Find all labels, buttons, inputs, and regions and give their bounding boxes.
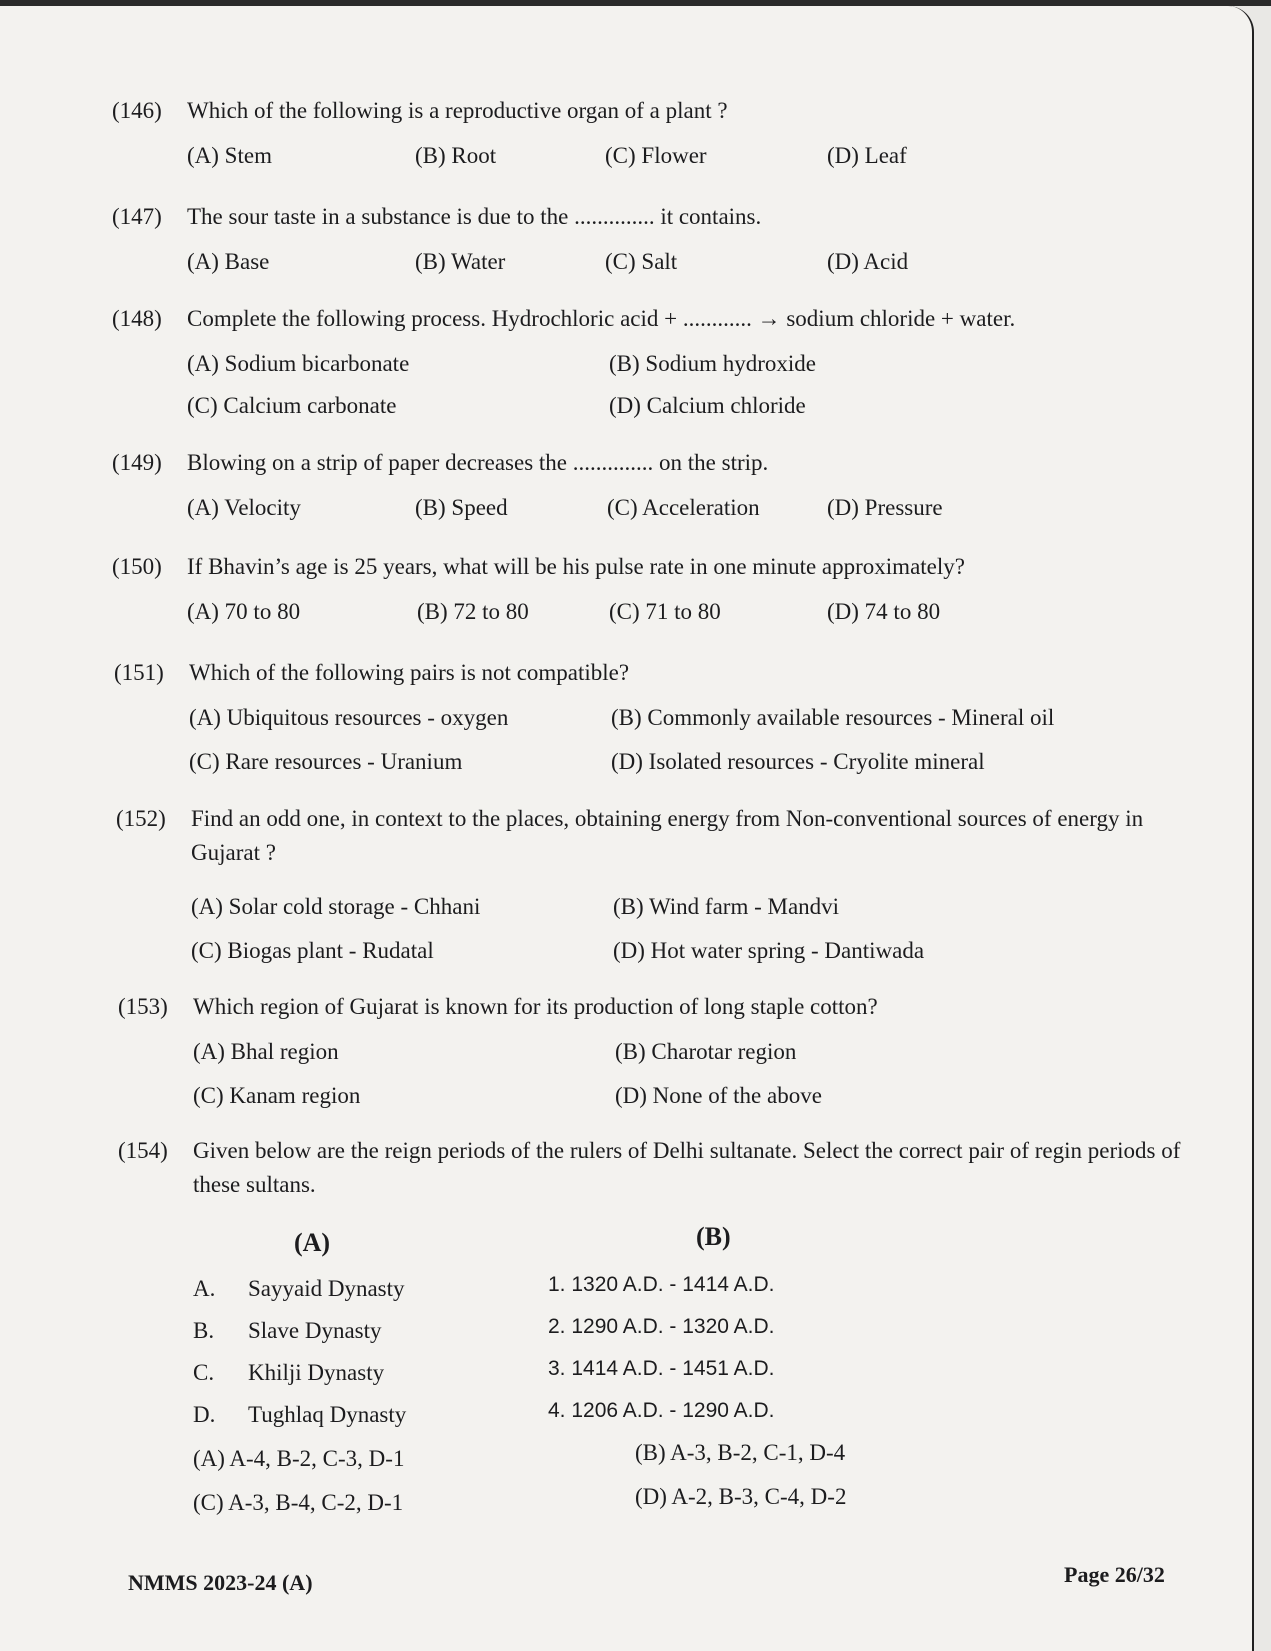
option-c: (C) Flower [605,143,707,168]
option-c: (C) 71 to 80 [609,599,721,624]
match-period: 4. 1206 A.D. - 1290 A.D. [548,1399,775,1422]
match-dynasty: Tughlaq Dynasty [248,1402,407,1427]
match-dynasty: Sayyaid Dynasty [248,1276,405,1301]
question-number: (146) [112,98,162,123]
question-text: Which of the following is a reproductive organ of a plant ? [187,98,728,123]
question-text: Blowing on a strip of paper decreases the .............. on the strip. [187,450,769,475]
question-number: (150) [112,554,162,579]
option-a: (A) 70 to 80 [187,599,301,624]
exam-page [0,6,1254,1651]
option-d: (D) Acid [827,249,909,274]
option-a: (A) Ubiquitous resources - oxygen [189,705,509,730]
option-b: (B) Sodium hydroxide [609,351,816,376]
question-number: (153) [118,994,168,1019]
match-dynasty: Khilji Dynasty [248,1360,385,1385]
match-letter: A. [193,1276,216,1301]
match-letter: B. [193,1318,215,1343]
page-number: Page 26/32 [1064,1562,1165,1587]
question-text: Which region of Gujarat is known for its production of long staple cotton? [193,994,878,1019]
option-a: (A) Stem [187,143,272,168]
option-b: (B) Speed [415,495,508,520]
question-text: If Bhavin’s age is 25 years, what will be his pulse rate in one minute approximately? [187,554,965,579]
option-c: (C) Biogas plant - Rudatal [191,938,434,963]
option-d: (D) Leaf [827,143,907,168]
question-number: (149) [112,450,162,475]
exam-code: NMMS 2023-24 (A) [128,1570,313,1595]
option-d: (D) Hot water spring - Dantiwada [613,938,925,963]
option-c: (C) Acceleration [607,495,760,520]
question-number: (152) [116,806,166,831]
question-number: (148) [112,306,162,331]
question-text: Which of the following pairs is not compatible? [189,660,630,685]
option-b: (B) 72 to 80 [417,599,529,624]
option-d: (D) Pressure [827,495,943,520]
option-c: (C) Calcium carbonate [187,393,397,418]
option-a: (A) A-4, B-2, C-3, D-1 [193,1446,405,1471]
option-a: (A) Base [187,249,270,274]
question-text: Find an odd one, in context to the places, obtaining energy from Non-conventional sources of energy in Gujarat ? [191,806,1144,865]
question-text: Given below are the reign periods of the rulers of Delhi sultanate. Select the correct pair of regin periods of these sultans. [193,1138,1181,1197]
match-letter: D. [193,1402,216,1427]
option-b: (B) A-3, B-2, C-1, D-4 [635,1440,846,1465]
match-period: 1. 1320 A.D. - 1414 A.D. [548,1273,775,1296]
option-b: (B) Commonly available resources - Mineral oil [611,705,1055,730]
option-d: (D) A-2, B-3, C-4, D-2 [635,1484,847,1509]
option-a: (A) Solar cold storage - Chhani [191,894,481,919]
option-b: (B) Wind farm - Mandvi [613,894,840,919]
option-b: (B) Water [415,249,506,274]
option-c: (C) Kanam region [193,1083,361,1108]
option-d: (D) Calcium chloride [609,393,806,418]
column-b-heading: (B) [696,1222,731,1251]
option-d: (D) None of the above [615,1083,822,1108]
question-number: (151) [114,660,164,685]
question-text: The sour taste in a substance is due to the .............. it contains. [187,204,762,229]
option-c: (C) A-3, B-4, C-2, D-1 [193,1490,404,1515]
option-a: (A) Sodium bicarbonate [187,351,410,376]
column-a-heading: (A) [294,1228,331,1257]
match-dynasty: Slave Dynasty [248,1318,382,1343]
option-a: (A) Velocity [187,495,301,520]
question-number: (154) [118,1138,168,1163]
option-b: (B) Root [415,143,497,168]
option-b: (B) Charotar region [615,1039,797,1064]
question-number: (147) [112,204,162,229]
question-text: Complete the following process. Hydrochloric acid + ............ → sodium chloride + water. [187,306,1016,331]
option-c: (C) Rare resources - Uranium [189,749,463,774]
option-d: (D) Isolated resources - Cryolite mineral [611,749,985,774]
option-d: (D) 74 to 80 [827,599,941,624]
option-c: (C) Salt [605,249,678,274]
option-a: (A) Bhal region [193,1039,339,1064]
match-period: 3. 1414 A.D. - 1451 A.D. [548,1357,775,1380]
match-letter: C. [193,1360,215,1385]
match-period: 2. 1290 A.D. - 1320 A.D. [548,1315,775,1338]
